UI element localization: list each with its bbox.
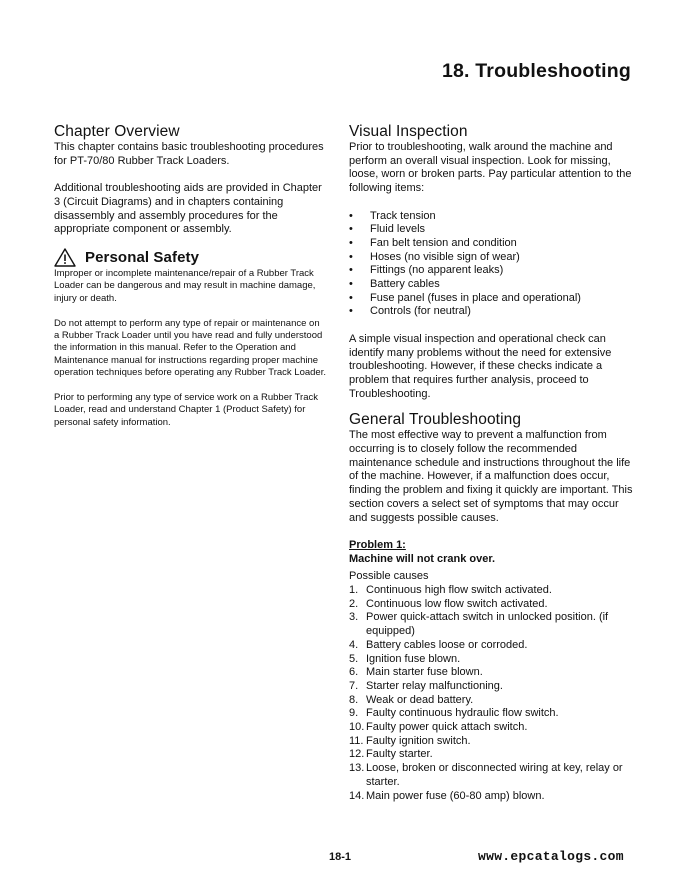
list-item: • Fan belt tension and condition (349, 237, 637, 251)
cause-text: Weak or dead battery. (366, 693, 474, 706)
overview-paragraph-2: Additional troubleshooting aids are provided in Chapter 3 (Circuit Diagrams) and in chapters containing disassembly and assembly procedures for the appropriate component or assembly. (54, 182, 322, 236)
watermark-text: www.epcatalogs.com (478, 849, 624, 864)
list-item (349, 639, 637, 653)
list-item (349, 653, 637, 667)
cause-number: 5. (349, 652, 359, 665)
list-item (349, 707, 637, 721)
cause-number: 6. (349, 666, 359, 679)
list-item: • Track tension (349, 210, 637, 224)
list-item (349, 748, 637, 762)
personal-safety-heading: Personal Safety (85, 248, 200, 266)
list-item (349, 721, 637, 735)
general-troubleshooting-heading: General Troubleshooting (349, 411, 522, 429)
cause-text: Faulty starter. (366, 748, 433, 761)
cause-number: 12. (349, 748, 365, 761)
problem-label: Problem 1: (349, 538, 406, 551)
cause-number: 10. (349, 721, 365, 734)
list-item (349, 584, 637, 598)
safety-paragraph-3: Prior to performing any type of service work on a Rubber Track Loader, read and understand Chapter 1 (Product Safety) for personal safety information. (54, 391, 319, 428)
cause-text: Faulty continuous hydraulic flow switch. (366, 707, 559, 720)
cause-text: Power quick-attach switch in unlocked position. (if equipped) (366, 611, 609, 638)
list-item: • Controls (for neutral) (349, 305, 637, 319)
list-item (349, 735, 637, 749)
cause-number: 3. (349, 611, 359, 624)
cause-text: Starter relay malfunctioning. (366, 679, 503, 692)
cause-number: 8. (349, 693, 359, 706)
warning-triangle-icon (54, 248, 76, 267)
cause-number: 13. (349, 762, 365, 775)
list-item (349, 666, 637, 680)
cause-text: Main power fuse (60-80 amp) blown. (366, 789, 545, 802)
list-item (349, 762, 637, 789)
cause-text: Continuous high flow switch activated. (366, 584, 552, 597)
list-item (349, 611, 637, 638)
list-item (349, 680, 637, 694)
visual-inspection-heading: Visual Inspection (349, 123, 468, 140)
safety-paragraph-1: Improper or incomplete maintenance/repair of a Rubber Track Loader can be dangerous and may result in machine damage, injury or death. (54, 267, 316, 304)
cause-text: Loose, broken or disconnected wiring at key, relay or starter. (366, 762, 623, 788)
list-item (349, 694, 637, 708)
page-title: 18. Troubleshooting (441, 60, 631, 82)
cause-text: Faulty power quick attach switch. (366, 721, 528, 734)
right-column (349, 122, 637, 803)
page-number: 18-1 (329, 851, 352, 863)
list-item (349, 598, 637, 612)
cause-text: Faulty ignition switch. (366, 734, 471, 747)
cause-number: 7. (349, 679, 359, 692)
possible-causes-list (349, 584, 637, 803)
personal-safety-header (54, 248, 326, 267)
list-item: • Fittings (no apparent leaks) (349, 264, 637, 278)
list-item (349, 790, 637, 804)
cause-number: 9. (349, 707, 359, 720)
possible-causes-label: Possible causes (349, 570, 429, 583)
list-item: • Hoses (no visible sign of wear) (349, 251, 637, 265)
visual-inspection-outro: A simple visual inspection and operational check can identify many problems without the need for extensive troubleshooting. However, if these checks indicate a problem that requires further analysis, proceed to Troubleshooting. (349, 332, 612, 400)
cause-number: 11. (349, 734, 364, 747)
safety-paragraph-2: Do not attempt to perform any type of repair or maintenance on a Rubber Track Loader until you have read and fully understood the information in this manual. Refer to the Operation and Maintenance manual for instructions regarding proper machine operation techniques before operating any Rubber Track Loader. (54, 317, 326, 379)
chapter-overview-heading: Chapter Overview (54, 123, 180, 140)
overview-paragraph-1: This chapter contains basic troubleshooting procedures for PT-70/80 Rubber Track Loaders. (54, 141, 324, 167)
cause-text: Battery cables loose or corroded. (366, 638, 528, 651)
cause-text: Continuous low flow switch activated. (366, 597, 548, 610)
cause-number: 14. (349, 789, 365, 802)
cause-number: 1. (349, 584, 359, 597)
problem-title: Machine will not crank over. (349, 552, 496, 565)
cause-text: Main starter fuse blown. (366, 666, 483, 679)
list-item: • Fuse panel (fuses in place and operational) (349, 292, 637, 306)
general-troubleshooting-text: The most effective way to prevent a malfunction from occurring is to closely follow the recommended maintenance schedule and instructions throughout the life of the machine. However, if a malfunction does occur, finding the problem and fixing it quickly are important. This section covers a select set of symptoms that may occur and suggests possible causes. (349, 429, 633, 524)
list-item: • Fluid levels (349, 223, 637, 237)
cause-text: Ignition fuse blown. (366, 652, 461, 665)
cause-number: 4. (349, 638, 359, 651)
list-item: • Battery cables (349, 278, 637, 292)
inspection-items-list (349, 210, 637, 320)
visual-inspection-intro: Prior to troubleshooting, walk around the machine and perform an overall visual inspection. Look for missing, loose, worn or broken parts. Pay particular attention to the following items: (349, 141, 632, 195)
cause-number: 2. (349, 597, 359, 610)
left-column (54, 122, 326, 429)
